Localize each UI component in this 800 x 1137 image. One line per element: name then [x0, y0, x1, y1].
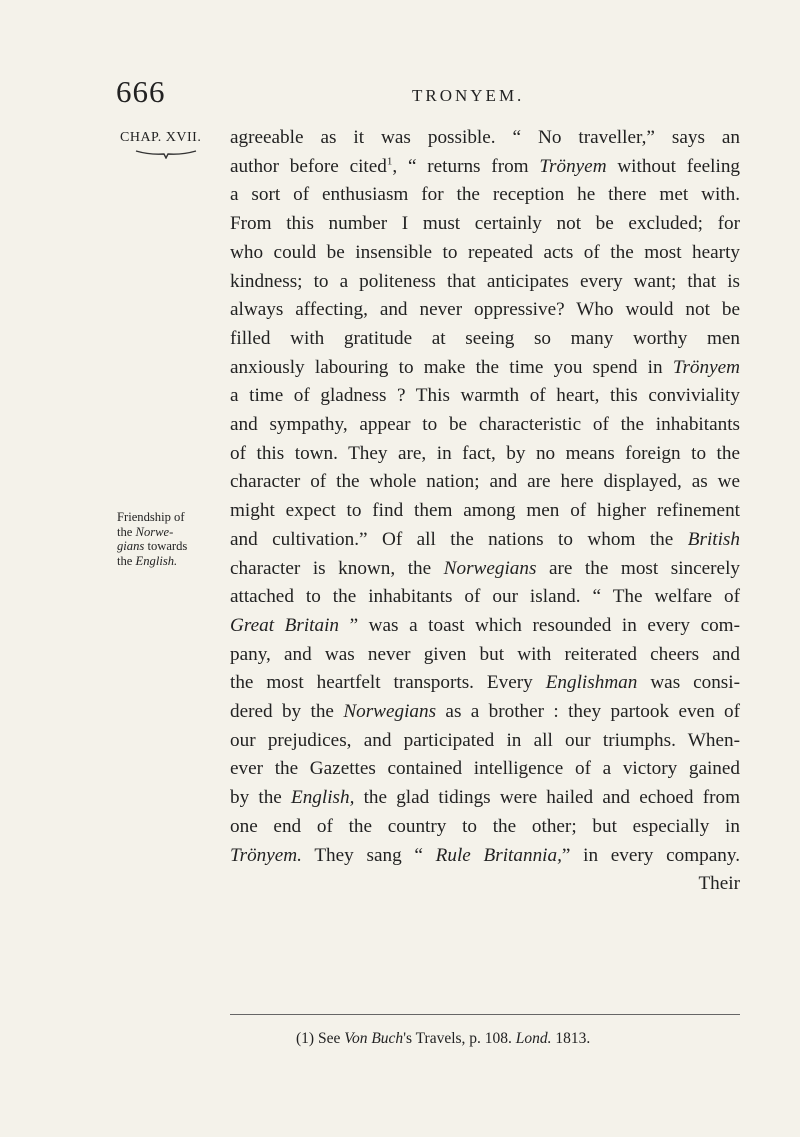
text-line: From this number I must certainly not be excluded; for: [230, 213, 740, 235]
text-line: pany, and was never given but with reiterated cheers and: [230, 643, 740, 665]
footnote: (1) See Von Buch's Travels, p. 108. Lond. 1813.: [296, 1030, 591, 1047]
sidenote-line: gians towards: [117, 539, 188, 553]
text-line: one end of the country to the other; but especially in: [230, 815, 740, 837]
text-line: dered by the Norwegians as a brother : they partook even of: [230, 701, 740, 723]
text-line: our prejudices, and participated in all our triumphs. When-: [230, 729, 740, 751]
text-line: Great Britain ” was a toast which resounded in every com-: [230, 614, 740, 636]
page-number: 666: [116, 74, 166, 109]
catchword: Their: [698, 873, 740, 895]
text-line: of this town. They are, in fact, by no means foreign to the: [230, 442, 740, 464]
text-line: by the English, the glad tidings were hailed and echoed from: [230, 787, 740, 809]
text-line: agreeable as it was possible. “ No traveller,” says an: [230, 127, 740, 148]
sidenote-line: Friendship of: [117, 510, 185, 524]
marginal-note: [117, 510, 187, 568]
text-line: character is known, the Norwegians are the most sincerely: [230, 557, 740, 579]
chapter-label: CHAP. XVII.: [120, 130, 202, 145]
margin-brace-icon: [134, 149, 198, 159]
text-line: attached to the inhabitants of our island. “ The welfare of: [230, 586, 740, 608]
footnote-marker: 1: [386, 155, 393, 168]
text-line: and sympathy, appear to be characteristic of the inhabitants: [230, 414, 740, 436]
text-line: filled with gratitude at seeing so many worthy men: [230, 327, 740, 349]
text-line: Trönyem. They sang “ Rule Britannia,” in every company.: [230, 844, 741, 866]
text-line: character of the whole nation; and are here displayed, as we: [230, 471, 740, 493]
running-title: TRONYEM.: [412, 86, 525, 105]
text-line: might expect to find them among men of higher refinement: [230, 500, 740, 522]
text-line: a time of gladness ? This warmth of heart, this conviviality: [230, 385, 740, 407]
text-line: and cultivation.” Of all the nations to whom the British: [230, 528, 740, 550]
body-text: [230, 124, 740, 899]
text-line: kindness; to a politeness that anticipates every want; that is: [230, 270, 740, 292]
footnote-rule: [230, 1014, 740, 1015]
sidenote-line: the Norwe-: [117, 524, 174, 539]
text-line: author before cited$^1$, “ returns from Trönyem without feeling: [230, 155, 741, 177]
text-line: the most heartfelt transports. Every Englishman was consi-: [230, 672, 740, 694]
text-line: ever the Gazettes contained intelligence of a victory gained: [230, 758, 740, 780]
text-line: who could be insensible to repeated acts of the most hearty: [230, 241, 740, 263]
text-line: anxiously labouring to make the time you spend in Trönyem: [230, 356, 740, 378]
text-line: a sort of enthusiasm for the reception he there met with.: [230, 184, 740, 206]
text-line: always affecting, and never oppressive? Who would not be: [230, 299, 740, 321]
sidenote-line: the English.: [117, 553, 178, 568]
